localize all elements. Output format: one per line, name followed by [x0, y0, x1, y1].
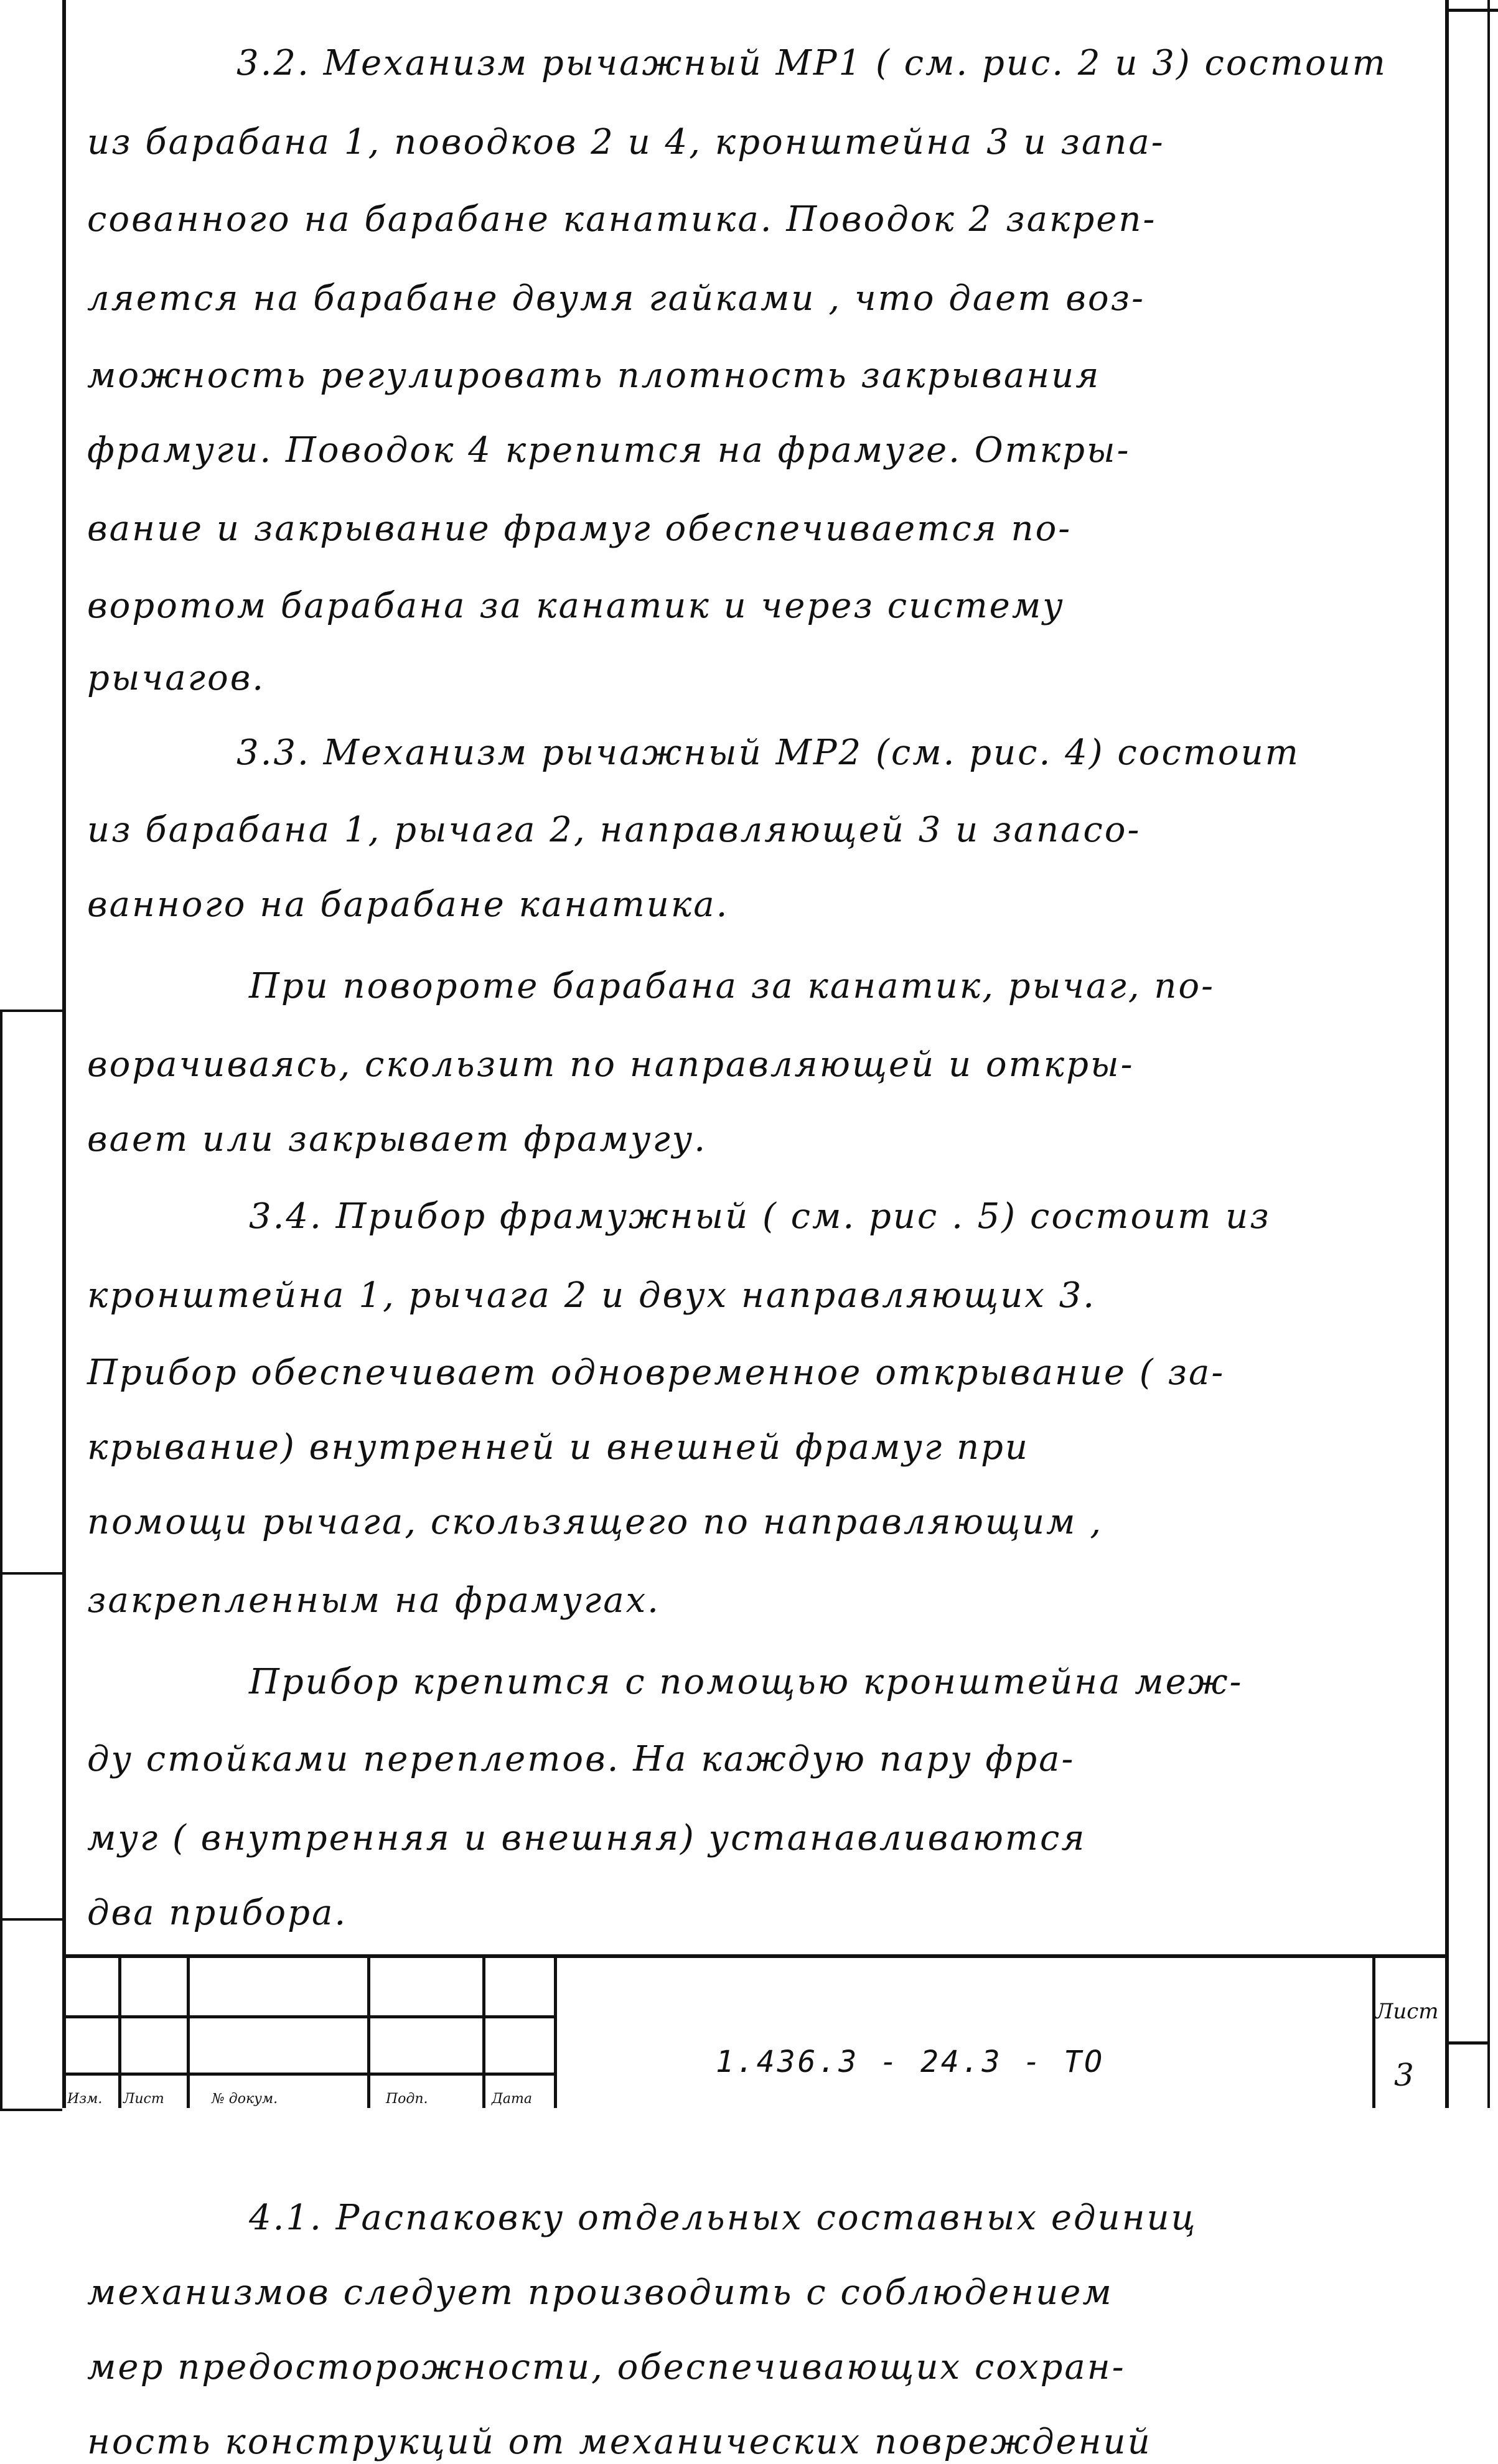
- title-block-top-line: [62, 1954, 1448, 1958]
- text-line: помощи рычага, скользящего по направляющим ,: [87, 1502, 1103, 1542]
- text-line: из барабана 1, рычага 2, направляющей 3 и запасо-: [87, 810, 1141, 850]
- text-line: кронштейна 1, рычага 2 и двух направляющих 3.: [87, 1275, 1097, 1316]
- text-line: ванного на барабане канатика.: [87, 884, 729, 925]
- text-line: 3.4. Прибор фрамужный ( см. рис . 5) состоит из: [249, 1196, 1271, 1237]
- title-block-col-line: [118, 1954, 121, 2108]
- text-line: Прибор крепится с помощью кронштейна меж-: [249, 1662, 1243, 1702]
- section-text-line: ность конструкций от механических повреждений: [87, 2422, 1152, 2462]
- column-label: Дата: [492, 2091, 532, 2107]
- text-line: фрамуги. Поводок 4 крепится на фрамуге. Откры-: [87, 430, 1131, 471]
- sheet-cell-divider: [1445, 2041, 1487, 2045]
- sheet-label: Лист: [1375, 1999, 1439, 2024]
- title-block-col-line: [187, 1954, 190, 2108]
- text-line: рычагов.: [87, 658, 266, 698]
- text-line: 3.2. Механизм рычажный МР1 ( см. рис. 2 и 3) состоит: [236, 43, 1387, 83]
- document-code: 1.436.3 - 24.3 - ТО: [716, 2045, 1105, 2079]
- section-text-line: мер предосторожности, обеспечивающих сохран-: [87, 2347, 1126, 2387]
- title-block-col-line: [367, 1954, 370, 2108]
- sheet-number: 3: [1394, 2057, 1414, 2093]
- text-line: ляется на барабане двумя гайками , что дает воз-: [87, 278, 1145, 319]
- title-block-row-line: [62, 2073, 554, 2076]
- text-line: вает или закрывает фрамугу.: [87, 1119, 708, 1159]
- text-line: сованного на барабане канатика. Поводок 2 закреп-: [87, 199, 1157, 240]
- section-text-line: 4.1. Распаковку отдельных составных единиц: [249, 2198, 1197, 2238]
- text-line: ду стойками переплетов. На каждую пару фра-: [87, 1739, 1075, 1779]
- text-line: закрепленным на фрамугах.: [87, 1580, 660, 1621]
- column-label: Изм.: [67, 2091, 103, 2107]
- text-line: крывание) внутренней и внешней фрамуг при: [87, 1427, 1029, 1468]
- column-label: Подп.: [386, 2091, 428, 2107]
- text-line: из барабана 1, поводков 2 и 4, кронштейна 3 и запа-: [87, 122, 1165, 162]
- text-line: можность регулировать плотность закрывания: [87, 355, 1101, 396]
- title-block-col-line: [554, 1954, 557, 2108]
- text-line: воротом барабана за канатик и через систему: [87, 586, 1065, 626]
- text-line: 3.3. Механизм рычажный МР2 (см. рис. 4) состоит: [236, 733, 1300, 773]
- column-label: № докум.: [212, 2091, 278, 2107]
- text-line: При повороте барабана за канатик, рычаг, по-: [249, 966, 1215, 1006]
- text-line: вание и закрывание фрамуг обеспечивается по-: [87, 508, 1072, 549]
- sheet-cell-left-line: [1372, 1954, 1375, 2108]
- text-line: ворачиваясь, скользит по направляющей и откры-: [87, 1044, 1135, 1085]
- column-label: Лист: [123, 2091, 164, 2107]
- title-block-row-line: [62, 2015, 554, 2018]
- section-text-line: механизмов следует производить с соблюдением: [87, 2272, 1113, 2313]
- text-line: муг ( внутренняя и внешняя) устанавливаются: [87, 1818, 1087, 1858]
- title-block-col-line: [482, 1954, 485, 2108]
- text-line: Прибор обеспечивает одновременное открывание ( за-: [87, 1352, 1225, 1393]
- text-line: два прибора.: [87, 1893, 348, 1933]
